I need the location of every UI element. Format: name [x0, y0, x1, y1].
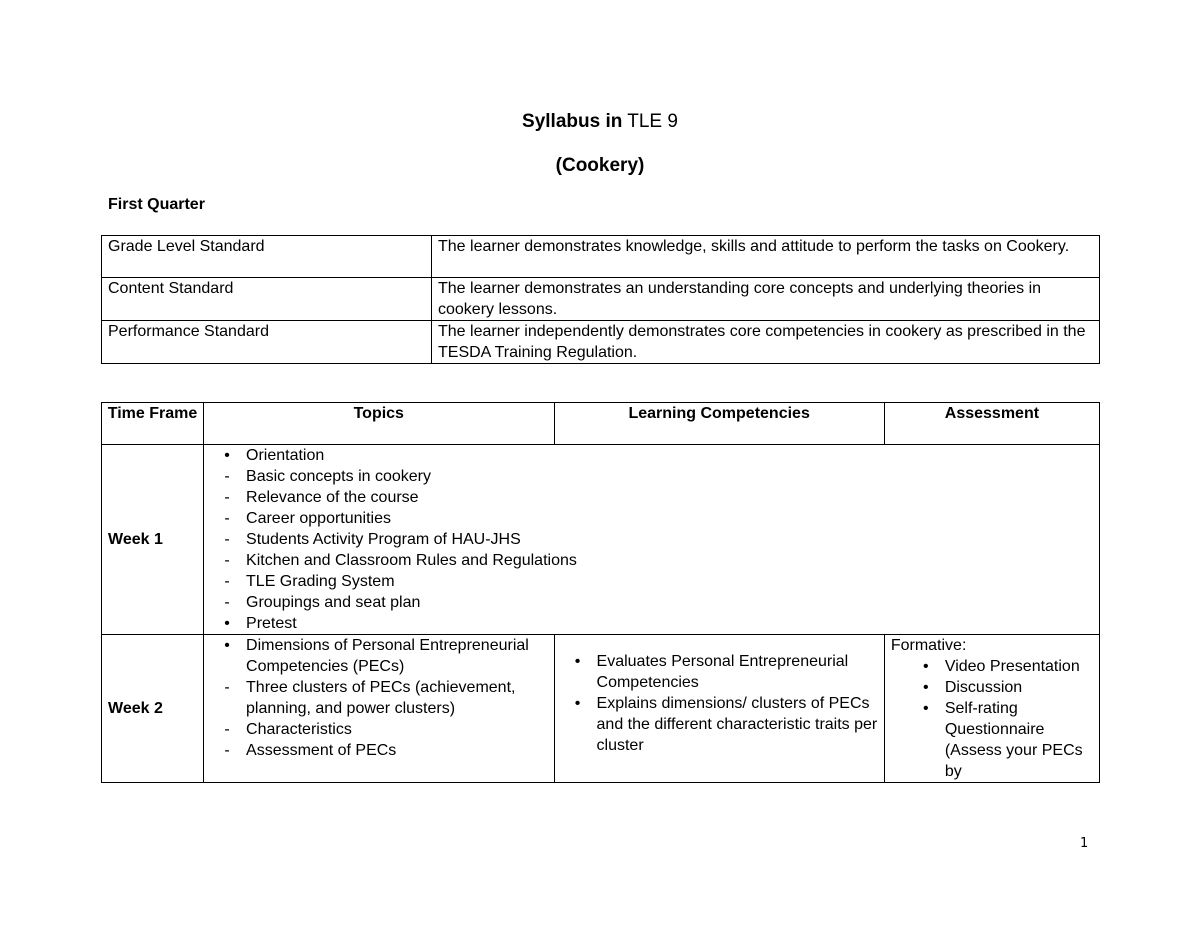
list-item-text: Groupings and seat plan [246, 594, 421, 611]
list-item-text: Discussion [944, 679, 1023, 696]
list-item-text: Students Activity Program of HAU-JHS [246, 531, 521, 548]
list-item-text: Assessment of PECs [246, 742, 397, 759]
week2-topics-cell [204, 635, 555, 783]
list-item-text: Basic concepts in cookery [246, 468, 431, 485]
dash-marker: - [224, 594, 230, 611]
topic-item [210, 529, 1093, 550]
topic-item [210, 677, 548, 719]
week-label: Week 2 [102, 635, 204, 783]
bullet-icon: • [224, 447, 230, 464]
topic-item [210, 508, 1093, 529]
list-item-text: Pretest [246, 615, 297, 632]
list-item-text: Characteristics [246, 721, 352, 738]
competency-item [561, 651, 878, 693]
bullet-icon: • [224, 615, 230, 632]
topic-item [210, 635, 548, 677]
bullet-icon: • [923, 658, 929, 675]
title-bold-part: Syllabus in [522, 111, 623, 132]
page-number: 1 [1080, 836, 1089, 851]
topic-item [210, 445, 1093, 466]
syllabus-plan-table [101, 402, 1100, 783]
list-item-text: Video Presentation [944, 658, 1080, 675]
bullet-icon: • [574, 653, 581, 670]
document-title [0, 111, 1200, 133]
header-topics: Topics [204, 403, 555, 445]
week-label: Week 1 [102, 445, 204, 635]
list-item-text: Three clusters of PECs (achievement, planning, and power clusters) [246, 679, 516, 717]
header-time-frame: Time Frame [102, 403, 204, 445]
list-item-text: TLE Grading System [246, 573, 395, 590]
week2-competency-list [561, 651, 878, 756]
list-item-text: Relevance of the course [246, 489, 419, 506]
table-row [102, 445, 1100, 635]
header-assessment: Assessment [884, 403, 1099, 445]
standard-text: The learner demonstrates knowledge, skills and attitude to perform the tasks on Cookery. [432, 236, 1100, 278]
list-item-text: Evaluates Personal Entrepreneurial Competencies [596, 653, 849, 691]
table-row [102, 278, 1100, 321]
bullet-icon: • [224, 637, 230, 654]
standard-label: Content Standard [102, 278, 432, 321]
dash-marker: - [224, 721, 230, 738]
topic-item [210, 487, 1093, 508]
topic-item [210, 740, 548, 761]
assessment-item [909, 677, 1093, 698]
standard-label: Grade Level Standard [102, 236, 432, 278]
week2-topic-list [210, 635, 548, 761]
assessment-label: Formative: [890, 637, 967, 654]
list-item-text: Orientation [246, 447, 325, 464]
week1-topics-cell [204, 445, 1100, 635]
topic-item [210, 550, 1093, 571]
standards-table [101, 235, 1100, 364]
bullet-icon: • [574, 695, 581, 712]
table-row [102, 635, 1100, 783]
table-header-row [102, 403, 1100, 445]
dash-marker: - [224, 679, 230, 696]
assessment-item [909, 656, 1093, 677]
header-competencies: Learning Competencies [554, 403, 884, 445]
table-row [102, 321, 1100, 364]
standard-label: Performance Standard [102, 321, 432, 364]
topic-item [210, 613, 1093, 634]
competency-item [561, 693, 878, 756]
dash-marker: - [224, 573, 230, 590]
dash-marker: - [224, 510, 230, 527]
week2-assessment-cell [884, 635, 1099, 783]
standard-text: The learner independently demonstrates core competencies in cookery as prescribed in the TESDA Training Regulation. [432, 321, 1100, 364]
list-item-text: Kitchen and Classroom Rules and Regulations [246, 552, 577, 569]
dash-marker: - [224, 552, 230, 569]
week2-assessment-list [891, 656, 1093, 782]
bullet-icon: • [923, 700, 929, 717]
week1-topic-list [210, 445, 1093, 634]
week2-competencies-cell [554, 635, 884, 783]
quarter-heading: First Quarter [108, 196, 205, 213]
standard-text: The learner demonstrates an understanding core concepts and underlying theories in cookery lessons. [432, 278, 1100, 321]
list-item-text: Self-rating Questionnaire (Assess your PECs by [944, 700, 1083, 780]
dash-marker: - [224, 531, 230, 548]
topic-item [210, 466, 1093, 487]
bullet-icon: • [923, 679, 929, 696]
dash-marker: - [224, 468, 230, 485]
list-item-text: Dimensions of Personal Entrepreneurial Competencies (PECs) [246, 637, 529, 675]
document-subtitle: (Cookery) [555, 155, 645, 176]
table-row [102, 236, 1100, 278]
assessment-item [909, 698, 1093, 782]
topic-item [210, 571, 1093, 592]
topic-item [210, 719, 548, 740]
list-item-text: Explains dimensions/ clusters of PECs and the different characteristic traits per cluster [596, 695, 878, 754]
dash-marker: - [224, 489, 230, 506]
title-rest: TLE 9 [622, 111, 678, 132]
topic-item [210, 592, 1093, 613]
dash-marker: - [224, 742, 230, 759]
list-item-text: Career opportunities [246, 510, 391, 527]
